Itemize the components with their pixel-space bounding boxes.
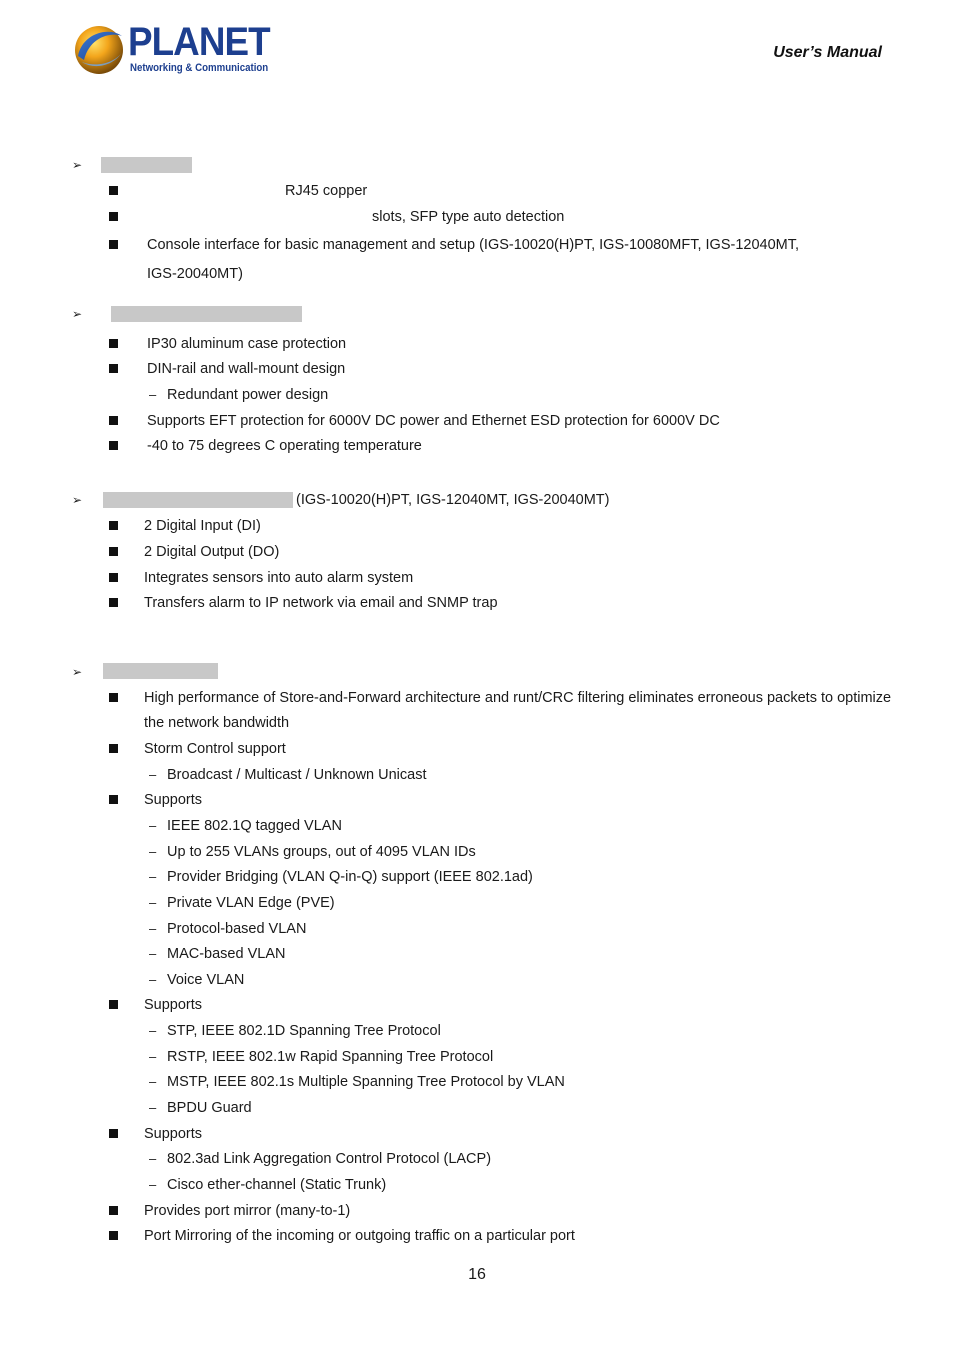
list-item-continuation: the network bandwidth (144, 715, 290, 731)
dash-icon: – (149, 1151, 157, 1166)
bullet-square-icon (109, 573, 118, 582)
bullet-square-icon (109, 1129, 118, 1138)
sub-list-item: Voice VLAN (167, 972, 245, 988)
section-arrow-icon: ➢ (72, 665, 83, 679)
list-item: Supports (144, 792, 203, 808)
bullet-square-icon (109, 795, 118, 804)
bullet-square-icon (109, 240, 118, 249)
bullet-square-icon (109, 1231, 118, 1240)
list-item: Port Mirroring of the incoming or outgoing traffic on a particular port (144, 1228, 575, 1244)
list-item: Integrates sensors into auto alarm system (144, 570, 414, 586)
section-arrow-icon: ➢ (72, 158, 83, 172)
sub-list-item: Cisco ether-channel (Static Trunk) (167, 1177, 387, 1193)
list-item: IP30 aluminum case protection (147, 336, 347, 352)
list-item: Supports (144, 1126, 203, 1142)
sub-list-item: MSTP, IEEE 802.1s Multiple Spanning Tree Protocol by VLAN (167, 1074, 565, 1090)
manual-title: User’s Manual (773, 44, 882, 61)
list-item: Transfers alarm to IP network via email and SNMP trap (144, 595, 498, 611)
redacted-heading (111, 306, 302, 322)
sub-list-item: Private VLAN Edge (PVE) (167, 895, 335, 911)
sub-list-item: Up to 255 VLANs groups, out of 4095 VLAN IDs (167, 844, 476, 860)
logo-wordmark: PLANET (128, 20, 270, 64)
sub-list-item: Provider Bridging (VLAN Q-in-Q) support (IEEE 802.1ad) (167, 869, 533, 885)
list-item: RJ45 copper (285, 183, 368, 199)
bullet-square-icon (109, 521, 118, 530)
bullet-square-icon (109, 1206, 118, 1215)
list-item: High performance of Store-and-Forward architecture and runt/CRC filtering eliminates erroneous packets to optimize (144, 690, 892, 706)
dash-icon: – (149, 1074, 157, 1089)
bullet-square-icon (109, 212, 118, 221)
bullet-square-icon (109, 416, 118, 425)
list-item: Console interface for basic management and setup (IGS-10020(H)PT, IGS-10080MFT, IGS-12040MT, (147, 237, 800, 253)
bullet-square-icon (109, 693, 118, 702)
section-heading-suffix: (IGS-10020(H)PT, IGS-12040MT, IGS-20040MT) (296, 492, 610, 508)
section-arrow-icon: ➢ (72, 493, 83, 507)
dash-icon: – (149, 818, 157, 833)
dash-icon: – (149, 895, 157, 910)
redacted-heading (103, 492, 293, 508)
sub-list-item: MAC-based VLAN (167, 946, 286, 962)
section-arrow-icon: ➢ (72, 307, 83, 321)
list-item: -40 to 75 degrees C operating temperature (147, 438, 422, 454)
list-item: 2 Digital Output (DO) (144, 544, 280, 560)
list-item: DIN-rail and wall-mount design (147, 361, 346, 377)
page-number: 16 (468, 1266, 486, 1283)
dash-icon: – (149, 972, 157, 987)
dash-icon: – (149, 946, 157, 961)
logo-tagline: Networking & Communication (130, 62, 269, 74)
bullet-square-icon (109, 1000, 118, 1009)
dash-icon: – (149, 1100, 157, 1115)
sub-list-item: RSTP, IEEE 802.1w Rapid Spanning Tree Protocol (167, 1049, 494, 1065)
dash-icon: – (149, 921, 157, 936)
list-item-continuation: IGS-20040MT) (147, 266, 243, 282)
dash-icon: – (149, 869, 157, 884)
list-item: slots, SFP type auto detection (372, 209, 565, 225)
bullet-square-icon (109, 441, 118, 450)
redacted-heading (101, 157, 192, 173)
sub-list-item: Protocol-based VLAN (167, 921, 307, 937)
sub-list-item: BPDU Guard (167, 1100, 252, 1116)
bullet-square-icon (109, 364, 118, 373)
redacted-heading (103, 663, 218, 679)
sub-list-item: 802.3ad Link Aggregation Control Protocol (LACP) (167, 1151, 492, 1167)
bullet-square-icon (109, 186, 118, 195)
sub-list-item: STP, IEEE 802.1D Spanning Tree Protocol (167, 1023, 441, 1039)
dash-icon: – (149, 387, 157, 402)
bullet-square-icon (109, 744, 118, 753)
dash-icon: – (149, 1177, 157, 1192)
sub-list-item: Redundant power design (167, 387, 329, 403)
list-item: Storm Control support (144, 741, 286, 757)
dash-icon: – (149, 844, 157, 859)
planet-logo (72, 22, 272, 78)
dash-icon: – (149, 1049, 157, 1064)
list-item: Provides port mirror (many-to-1) (144, 1203, 351, 1219)
bullet-square-icon (109, 547, 118, 556)
bullet-square-icon (109, 339, 118, 348)
dash-icon: – (149, 767, 157, 782)
bullet-square-icon (109, 598, 118, 607)
sub-list-item: IEEE 802.1Q tagged VLAN (167, 818, 342, 834)
sub-list-item: Broadcast / Multicast / Unknown Unicast (167, 767, 427, 783)
dash-icon: – (149, 1023, 157, 1038)
globe-icon (72, 22, 126, 76)
list-item: 2 Digital Input (DI) (144, 518, 261, 534)
list-item: Supports EFT protection for 6000V DC power and Ethernet ESD protection for 6000V DC (147, 413, 720, 429)
list-item: Supports (144, 997, 203, 1013)
